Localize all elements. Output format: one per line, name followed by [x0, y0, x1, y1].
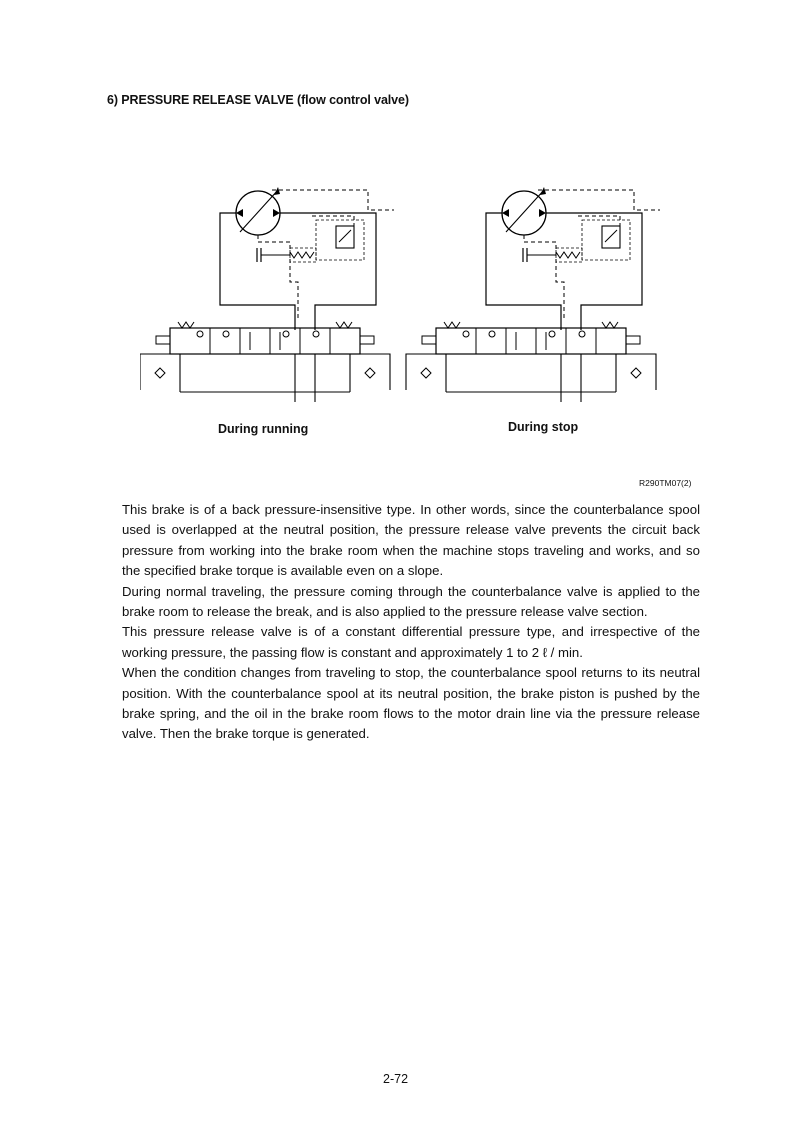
figure-reference: R290TM07(2) — [639, 478, 692, 488]
hydraulic-circuit-diagram — [140, 170, 660, 410]
paragraph: When the condition changes from traveling to stop, the counterbalance spool returns to its neutral position. With the counterbalance spool at its neutral position, the brake piston is pushed by the brake spring, and the oil in the brake room flows to the motor drain line via the pressure release valve. Then the brake torque is generated. — [122, 665, 700, 742]
paragraph: During normal traveling, the pressure coming through the counterbalance valve is applied to the brake room to release the break, and is also applied to the pressure release valve section. — [122, 583, 700, 620]
body-text — [122, 500, 700, 745]
section-heading: 6) PRESSURE RELEASE VALVE (flow control valve) — [107, 93, 409, 107]
page-number: 2-72 — [383, 1072, 409, 1086]
caption-during-stop: During stop — [508, 420, 579, 434]
paragraph: This brake is of a back pressure-insensitive type. In other words, since the counterbalance spool used is overlapped at the neutral position, the pressure release valve prevents the circuit back pressure from working into the brake room when the machine stops traveling and works, and so the specified brake torque is available even on a slope. — [122, 502, 700, 579]
paragraph: This pressure release valve is of a constant differential pressure type, and irrespective of the working pressure, the passing flow is constant and approximately 1 to 2 ℓ / min. — [122, 624, 700, 660]
caption-during-running: During running — [218, 422, 309, 436]
